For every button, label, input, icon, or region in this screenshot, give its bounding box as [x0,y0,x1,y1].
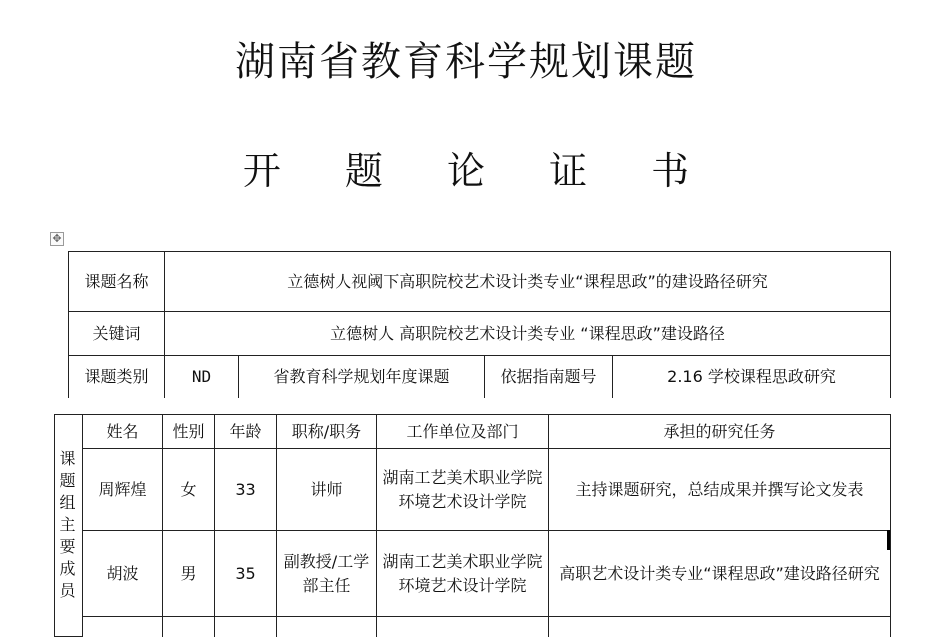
member-title[interactable] [277,617,377,637]
member-row [55,449,891,531]
category-value[interactable]: 省教育科学规划年度课题 [239,356,485,398]
table-move-handle-icon[interactable]: ✥ [50,232,64,246]
topic-info-table [68,251,891,398]
header-unit: 工作单位及部门 [377,415,549,449]
member-name[interactable] [83,617,163,637]
header-gender: 性别 [163,415,215,449]
header-name: 姓名 [83,415,163,449]
member-task[interactable]: 高职艺术设计类专业“课程思政”建设路径研究 [549,531,891,617]
keywords-label: 关键词 [69,312,165,356]
member-age[interactable]: 33 [215,449,277,531]
member-age[interactable]: 35 [215,531,277,617]
topic-name-label: 课题名称 [69,252,165,312]
member-title[interactable]: 副教授/工学部主任 [277,531,377,617]
member-row-cut [55,617,891,637]
document-subtitle: 开 题 论 证 书 [242,149,716,193]
topic-name-value[interactable]: 立德树人视阈下高职院校艺术设计类专业“课程思政”的建设路径研究 [165,252,891,312]
topic-name-row [69,252,891,312]
category-label: 课题类别 [69,356,165,398]
member-name[interactable]: 周辉煌 [83,449,163,531]
member-unit[interactable]: 湖南工艺美术职业学院 环境艺术设计学院 [377,531,549,617]
header-title: 职称/职务 [277,415,377,449]
member-name[interactable]: 胡波 [83,531,163,617]
member-unit[interactable] [377,617,549,637]
member-age[interactable] [215,617,277,637]
member-row [55,531,891,617]
member-task[interactable]: 主持课题研究，总结成果并撰写论文发表 [549,449,891,531]
header-task: 承担的研究任务 [549,415,891,449]
guide-number-value[interactable]: 2.16 学校课程思政研究 [613,356,891,398]
document-title: 湖南省教育科学规划课题 [235,39,697,85]
members-table [54,414,891,637]
header-age: 年龄 [215,415,277,449]
member-gender[interactable]: 男 [163,531,215,617]
member-gender[interactable] [163,617,215,637]
member-gender[interactable]: 女 [163,449,215,531]
member-unit[interactable]: 湖南工艺美术职业学院 环境艺术设计学院 [377,449,549,531]
keywords-value[interactable]: 立德树人 高职院校艺术设计类专业 “课程思政”建设路径 [165,312,891,356]
guide-number-label: 依据指南题号 [485,356,613,398]
member-title[interactable]: 讲师 [277,449,377,531]
member-task[interactable] [549,617,891,637]
category-row [69,356,891,398]
category-code[interactable]: ND [165,356,239,398]
members-header-row [55,415,891,449]
text-cursor [887,530,890,550]
keywords-row [69,312,891,356]
members-side-label: 课题组主要成员 [55,415,83,637]
